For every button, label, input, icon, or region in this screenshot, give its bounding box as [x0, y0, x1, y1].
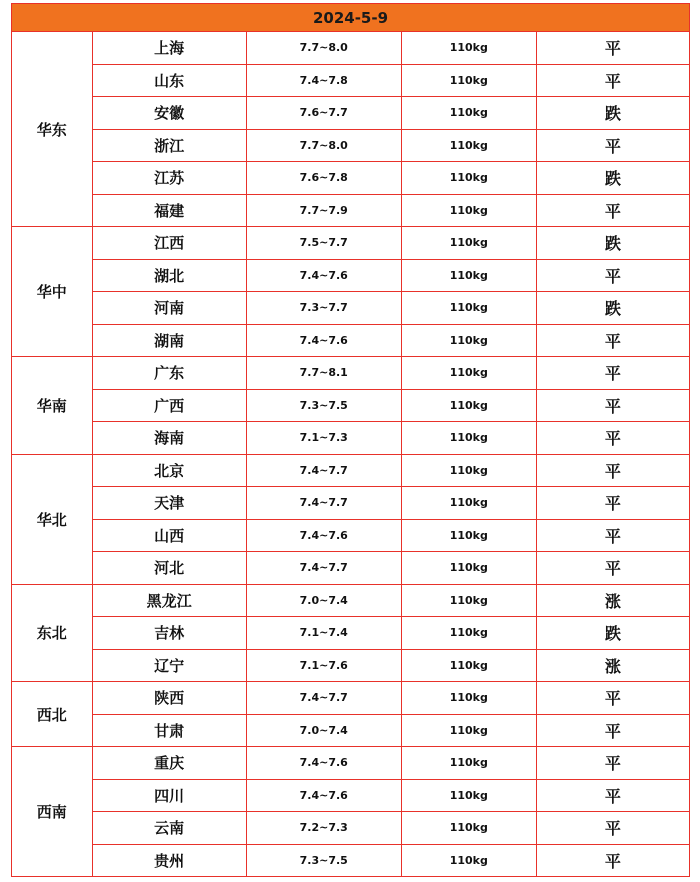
weight-cell: 110kg [401, 454, 536, 487]
province-cell: 广西 [92, 389, 246, 422]
weight-cell: 110kg [401, 129, 536, 162]
table-row [12, 422, 690, 455]
province-cell: 江西 [92, 227, 246, 260]
weight-cell: 110kg [401, 32, 536, 65]
table-row [12, 487, 690, 520]
price-range-cell: 7.3~7.5 [246, 389, 401, 422]
weight-cell: 110kg [401, 682, 536, 715]
title-row [12, 4, 690, 32]
table-row [12, 649, 690, 682]
table-row [12, 844, 690, 877]
weight-cell: 110kg [401, 812, 536, 845]
province-cell: 山西 [92, 519, 246, 552]
trend-cell: 平 [536, 422, 689, 455]
trend-cell: 平 [536, 519, 689, 552]
table-row [12, 454, 690, 487]
province-cell: 北京 [92, 454, 246, 487]
price-range-cell: 7.3~7.7 [246, 292, 401, 325]
table-row [12, 64, 690, 97]
province-cell: 海南 [92, 422, 246, 455]
trend-cell: 平 [536, 389, 689, 422]
region-cell: 西南 [12, 747, 93, 877]
region-cell: 华东 [12, 32, 93, 227]
province-cell: 山东 [92, 64, 246, 97]
province-cell: 辽宁 [92, 649, 246, 682]
trend-cell: 平 [536, 324, 689, 357]
price-range-cell: 7.1~7.3 [246, 422, 401, 455]
weight-cell: 110kg [401, 324, 536, 357]
trend-cell: 平 [536, 682, 689, 715]
province-cell: 云南 [92, 812, 246, 845]
province-cell: 福建 [92, 194, 246, 227]
trend-cell: 跌 [536, 227, 689, 260]
price-range-cell: 7.5~7.7 [246, 227, 401, 260]
weight-cell: 110kg [401, 487, 536, 520]
province-cell: 河北 [92, 552, 246, 585]
price-range-cell: 7.4~7.7 [246, 454, 401, 487]
weight-cell: 110kg [401, 844, 536, 877]
region-cell: 华中 [12, 227, 93, 357]
price-range-cell: 7.0~7.4 [246, 584, 401, 617]
price-range-cell: 7.1~7.6 [246, 649, 401, 682]
price-range-cell: 7.4~7.7 [246, 552, 401, 585]
table-row [12, 389, 690, 422]
price-range-cell: 7.7~7.9 [246, 194, 401, 227]
trend-cell: 平 [536, 487, 689, 520]
weight-cell: 110kg [401, 714, 536, 747]
trend-cell: 涨 [536, 649, 689, 682]
weight-cell: 110kg [401, 747, 536, 780]
weight-cell: 110kg [401, 389, 536, 422]
trend-cell: 平 [536, 64, 689, 97]
table-row [12, 32, 690, 65]
price-range-cell: 7.4~7.6 [246, 747, 401, 780]
province-cell: 河南 [92, 292, 246, 325]
trend-cell: 平 [536, 32, 689, 65]
trend-cell: 跌 [536, 292, 689, 325]
weight-cell: 110kg [401, 162, 536, 195]
weight-cell: 110kg [401, 64, 536, 97]
province-cell: 四川 [92, 779, 246, 812]
trend-cell: 平 [536, 454, 689, 487]
table-row [12, 324, 690, 357]
province-cell: 重庆 [92, 747, 246, 780]
price-range-cell: 7.4~7.8 [246, 64, 401, 97]
trend-cell: 平 [536, 844, 689, 877]
price-range-cell: 7.4~7.7 [246, 682, 401, 715]
weight-cell: 110kg [401, 584, 536, 617]
trend-cell: 平 [536, 552, 689, 585]
table-row [12, 227, 690, 260]
province-cell: 浙江 [92, 129, 246, 162]
weight-cell: 110kg [401, 422, 536, 455]
table-row [12, 292, 690, 325]
price-range-cell: 7.6~7.7 [246, 97, 401, 130]
trend-cell: 平 [536, 779, 689, 812]
region-cell: 东北 [12, 584, 93, 682]
price-range-cell: 7.4~7.6 [246, 324, 401, 357]
trend-cell: 跌 [536, 617, 689, 650]
price-range-cell: 7.4~7.6 [246, 779, 401, 812]
price-range-cell: 7.1~7.4 [246, 617, 401, 650]
table-row [12, 779, 690, 812]
price-range-cell: 7.4~7.7 [246, 487, 401, 520]
table-date-title: 2024-5-9 [12, 4, 690, 32]
trend-cell: 跌 [536, 162, 689, 195]
price-range-cell: 7.7~8.1 [246, 357, 401, 390]
province-cell: 湖北 [92, 259, 246, 292]
region-cell: 华北 [12, 454, 93, 584]
table-body [12, 32, 690, 877]
table-row [12, 357, 690, 390]
weight-cell: 110kg [401, 779, 536, 812]
price-range-cell: 7.7~8.0 [246, 129, 401, 162]
weight-cell: 110kg [401, 357, 536, 390]
trend-cell: 平 [536, 194, 689, 227]
province-cell: 贵州 [92, 844, 246, 877]
table-row [12, 519, 690, 552]
table-row [12, 162, 690, 195]
province-cell: 湖南 [92, 324, 246, 357]
trend-cell: 涨 [536, 584, 689, 617]
price-range-cell: 7.6~7.8 [246, 162, 401, 195]
region-cell: 华南 [12, 357, 93, 455]
province-cell: 安徽 [92, 97, 246, 130]
price-range-cell: 7.7~8.0 [246, 32, 401, 65]
trend-cell: 平 [536, 812, 689, 845]
price-range-cell: 7.4~7.6 [246, 259, 401, 292]
weight-cell: 110kg [401, 617, 536, 650]
price-range-cell: 7.3~7.5 [246, 844, 401, 877]
province-cell: 吉林 [92, 617, 246, 650]
weight-cell: 110kg [401, 519, 536, 552]
table-row [12, 682, 690, 715]
province-cell: 江苏 [92, 162, 246, 195]
table-row [12, 194, 690, 227]
table-row [12, 812, 690, 845]
price-range-cell: 7.4~7.6 [246, 519, 401, 552]
trend-cell: 平 [536, 714, 689, 747]
trend-cell: 平 [536, 357, 689, 390]
price-range-cell: 7.0~7.4 [246, 714, 401, 747]
weight-cell: 110kg [401, 259, 536, 292]
province-cell: 广东 [92, 357, 246, 390]
table-row [12, 259, 690, 292]
weight-cell: 110kg [401, 194, 536, 227]
region-cell: 西北 [12, 682, 93, 747]
table-row [12, 552, 690, 585]
weight-cell: 110kg [401, 97, 536, 130]
pig-price-table [11, 3, 690, 877]
table-row [12, 584, 690, 617]
province-cell: 黑龙江 [92, 584, 246, 617]
price-range-cell: 7.2~7.3 [246, 812, 401, 845]
province-cell: 陕西 [92, 682, 246, 715]
table-row [12, 747, 690, 780]
province-cell: 天津 [92, 487, 246, 520]
province-cell: 甘肃 [92, 714, 246, 747]
weight-cell: 110kg [401, 227, 536, 260]
weight-cell: 110kg [401, 292, 536, 325]
trend-cell: 平 [536, 747, 689, 780]
weight-cell: 110kg [401, 649, 536, 682]
trend-cell: 平 [536, 259, 689, 292]
weight-cell: 110kg [401, 552, 536, 585]
table-row [12, 714, 690, 747]
trend-cell: 跌 [536, 97, 689, 130]
table-row [12, 617, 690, 650]
table-row [12, 97, 690, 130]
province-cell: 上海 [92, 32, 246, 65]
table-row [12, 129, 690, 162]
trend-cell: 平 [536, 129, 689, 162]
